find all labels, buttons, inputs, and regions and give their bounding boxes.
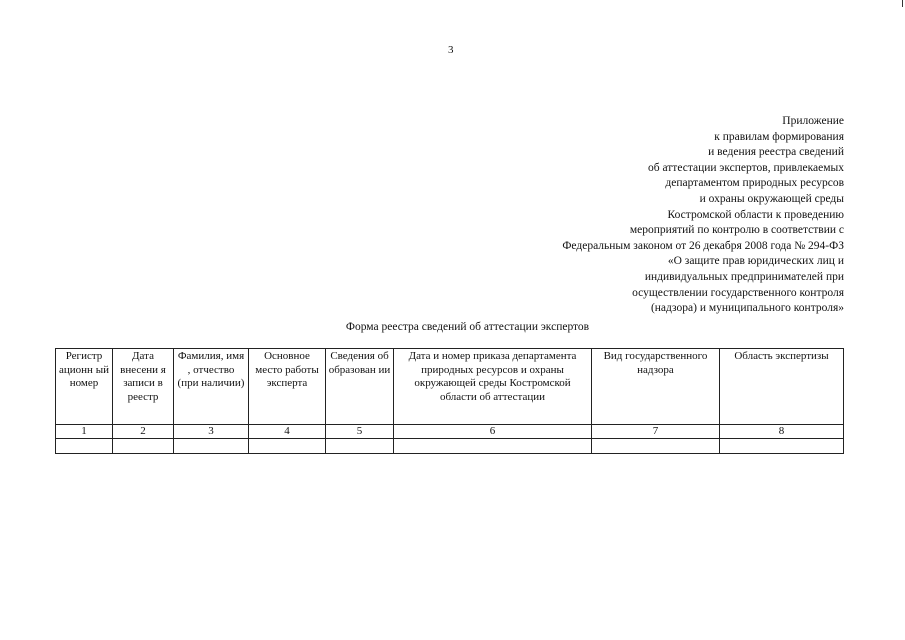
page-number: 3 [448, 44, 454, 56]
empty-cell [720, 439, 844, 454]
header-cell-entry-date: Дата внесени я записи в реестр [113, 349, 174, 425]
column-number: 4 [249, 425, 326, 439]
appendix-block [562, 114, 844, 317]
appendix-line: к правилам формирования [714, 130, 844, 143]
empty-cell [394, 439, 592, 454]
empty-cell [56, 439, 113, 454]
registry-table [55, 348, 844, 454]
appendix-line: осуществлении государственного контроля [632, 286, 844, 299]
header-cell-education: Сведения об образован ии [326, 349, 394, 425]
header-cell-reg-number: Регистр ационн ый номер [56, 349, 113, 425]
column-number: 8 [720, 425, 844, 439]
header-cell-full-name: Фамилия, имя , отчество (при наличии) [174, 349, 249, 425]
header-cell-workplace: Основное место работы эксперта [249, 349, 326, 425]
empty-cell [113, 439, 174, 454]
appendix-line: «О защите прав юридических лиц и [667, 255, 844, 268]
appendix-line: Костромской области к проведению [667, 208, 844, 221]
empty-cell [249, 439, 326, 454]
appendix-line: (надзора) и муниципального контроля» [650, 302, 844, 315]
table-number-row [56, 425, 844, 439]
column-number: 7 [592, 425, 720, 439]
appendix-line: индивидуальных предпринимателей при [644, 270, 844, 283]
scan-edge-mark [902, 0, 903, 7]
header-cell-order: Дата и номер приказа департамента природных ресурсов и охраны окружающей среды Костромской области об аттестации [394, 349, 592, 425]
appendix-line: Приложение [782, 115, 844, 127]
column-number: 6 [394, 425, 592, 439]
column-number: 2 [113, 425, 174, 439]
column-number: 5 [326, 425, 394, 439]
appendix-line: об аттестации экспертов, привлекаемых [648, 161, 844, 174]
appendix-line: Федеральным законом от 26 декабря 2008 года № 294-ФЗ [562, 239, 844, 252]
table-row [56, 439, 844, 454]
column-number: 3 [174, 425, 249, 439]
form-title: Форма реестра сведений об аттестации экспертов [345, 321, 590, 333]
appendix-line: и охраны окружающей среды [699, 192, 844, 205]
appendix-line: мероприятий по контролю в соответствии с [629, 224, 844, 237]
header-cell-expertise-area: Область экспертизы [720, 349, 844, 425]
empty-cell [592, 439, 720, 454]
empty-cell [174, 439, 249, 454]
appendix-line: и ведения реестра сведений [708, 146, 844, 159]
header-cell-supervision-type: Вид государственного надзора [592, 349, 720, 425]
empty-cell [326, 439, 394, 454]
appendix-line: департаментом природных ресурсов [665, 177, 844, 190]
column-number: 1 [56, 425, 113, 439]
table-header-row [56, 349, 844, 425]
